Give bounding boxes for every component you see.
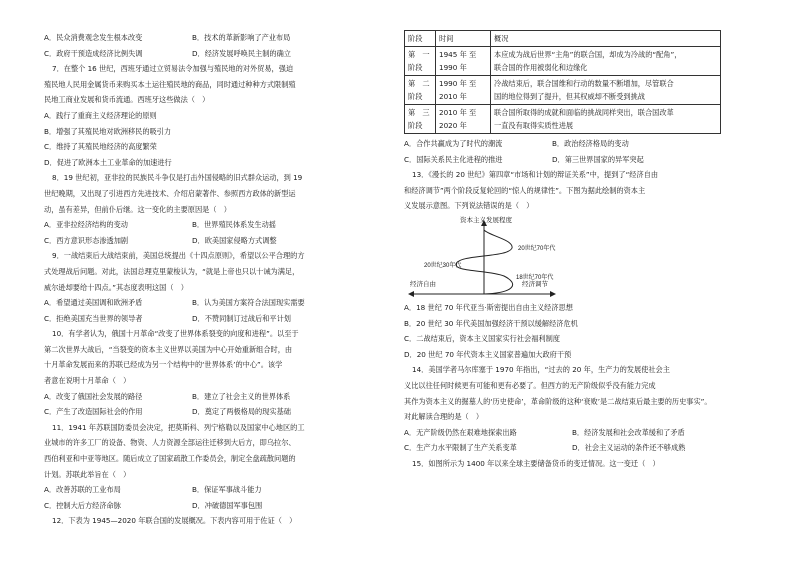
cell-line: 1990 年 至 xyxy=(439,79,477,88)
q7-stem-line: 殖民地人民用金属货币来购买本土运往殖民地的商品，同时通过种种方式限制殖 xyxy=(44,79,296,89)
q14-stem-line: 14．美国学者马尔库塞于 1970 年指出，“过去的 20 年，生产力的发展使社会主 xyxy=(412,365,670,375)
x-axis-right-arrow-icon xyxy=(550,291,556,297)
cell-line: 阶段 xyxy=(408,63,423,72)
q8-option-d[interactable]: D．欧美国家侵略方式调整 xyxy=(192,235,277,245)
table-cell-stage xyxy=(405,47,436,76)
q12-option-b[interactable]: B．政治经济格局的变动 xyxy=(552,139,629,148)
q8-stem-line: 8．19 世纪初，亚非拉的民族民斗争仅是打击外国侵略的旧式群众运动，到 19 xyxy=(52,173,303,183)
table-cell-time xyxy=(436,76,491,105)
un-development-table xyxy=(404,30,721,134)
table-cell-stage xyxy=(405,105,436,134)
table-cell-stage xyxy=(405,76,436,105)
q6-option-c[interactable]: C．政府干预造成经济比例失调 xyxy=(44,48,143,58)
q14-options-row-1 xyxy=(404,425,752,441)
q8-options-row-2 xyxy=(44,233,396,249)
q8-stem-line: 世纪晚期，又出现了引进西方先进技术、介绍启蒙著作、参照西方政体的新型运 xyxy=(44,188,296,198)
table-header-cell: 阶段 xyxy=(405,31,436,47)
cell-line: 一直没有取得实质性进展 xyxy=(494,121,574,130)
x-axis-right-label: 经济调节 xyxy=(522,280,548,288)
q6-options-row-2 xyxy=(44,46,396,62)
q9-options-row-2 xyxy=(44,311,396,327)
table-cell-time xyxy=(436,105,491,134)
q14-option-a[interactable]: A．无产阶级仍然在艰难地探索出路 xyxy=(404,427,517,437)
q11-option-c[interactable]: C．控制大后方经济命脉 xyxy=(44,500,121,510)
q13-option-a[interactable]: A．18 世纪 70 年代亚当·斯密提出自由主义经济思想 xyxy=(404,302,573,312)
cell-line: 第 一 xyxy=(408,50,430,59)
cell-line: 国的地位得到了提升，但其权威却不断受到挑战 xyxy=(494,92,645,101)
table-header-row xyxy=(405,31,721,47)
q9-stem-line: 式处理战后问题。对此，法国总理克里蒙梭认为，“就是上帝也只以十诫为满足， xyxy=(44,266,300,276)
left-column xyxy=(44,30,396,529)
table-row xyxy=(405,76,721,105)
cell-line: 阶段 xyxy=(408,92,423,101)
q13-stem-line: 13．《漫长的 20 世纪》第四章“市场和计划的辩证关系”中，提到了“经济自由 xyxy=(412,170,659,180)
q14-option-c[interactable]: C．生产力水平限制了生产关系变革 xyxy=(404,443,517,453)
q10-stem-line: 十月革命发展而来的苏联已经成为另一个结构中的‘世界体系’的中心”。该学 xyxy=(44,360,283,370)
cell-line: 1945 年 至 xyxy=(439,50,477,59)
q7-option-d[interactable]: D．促进了欧洲本土工业革命的加速进行 xyxy=(44,157,172,167)
q9-option-b[interactable]: B．认为美国方案符合法国现实需要 xyxy=(192,298,305,308)
q13-option-d[interactable]: D．20 世纪 70 年代资本主义国家普遍加大政府干预 xyxy=(404,349,572,359)
q13-stem-line: 和经济调节”两个阶段反复轮回的“惊人的规律性”。下图为据此绘制的资本主 xyxy=(404,185,646,195)
table-cell-desc xyxy=(491,47,721,76)
q8-option-a[interactable]: A．亚非拉经济结构的变动 xyxy=(44,220,128,230)
q11-option-b[interactable]: B．保证军事战斗能力 xyxy=(192,485,262,495)
q10-options-row-2 xyxy=(44,404,396,420)
cell-line: 2020 年 xyxy=(439,121,467,130)
cell-line: 阶段 xyxy=(408,121,423,130)
q9-option-c[interactable]: C．拒绝美国充当世界的领导者 xyxy=(44,313,143,323)
q10-option-c[interactable]: C．产生了改造国际社会的作用 xyxy=(44,407,143,417)
q12-options-row-1 xyxy=(404,136,752,152)
q10-stem-line: 第二次世界大战后，“当裂变的资本主义世界以美国为中心开始重新组合时，由 xyxy=(44,344,293,354)
cell-line: 2010 年 xyxy=(439,92,467,101)
q12-stem-line: 12．下表为 1945—2020 年联合国的发展概况。下表内容可用于佐证（ ） xyxy=(52,516,297,526)
q7-option-c[interactable]: C．维持了其殖民地经济的高度繁荣 xyxy=(44,142,157,152)
q11-option-a[interactable]: A．改善苏联的工业布局 xyxy=(44,485,121,495)
q11-stem-line: 计划。苏联此举旨在（ ） xyxy=(44,469,131,479)
q6-option-d[interactable]: D．经济发展呼唤民主制的确立 xyxy=(192,48,291,58)
table-row xyxy=(405,105,721,134)
label-1970s-top: 20世纪70年代 xyxy=(518,245,556,252)
q15-stem-line: 15．如图所示为 1400 年以来全球主要储备货币的变迁情况。这一变迁（ ） xyxy=(412,458,660,468)
x-axis-left-arrow-icon xyxy=(408,291,414,297)
q8-option-c[interactable]: C．西方意识形态渗透加剧 xyxy=(44,235,129,245)
table-row xyxy=(405,47,721,76)
table-cell-time xyxy=(436,47,491,76)
q14-stem-line: 义比以往任何时候更有可能和更有必要了。但西方的无产阶级似乎没有能力完成 xyxy=(404,380,656,390)
q10-option-a[interactable]: A．改变了俄国社会发展的路径 xyxy=(44,391,143,401)
q9-stem-line: 威尔逊却要给十四点。”其态度表明这国（ ） xyxy=(44,282,188,292)
q14-stem-line: 其作为资本主义的掘墓人的‘历史使命’，革命阶级的这种‘衰败’是二战结束后最主要的历史事实”。 xyxy=(404,396,712,406)
q8-options-row-1 xyxy=(44,217,396,233)
cell-line: 联合国的作用被弱化和边缘化 xyxy=(494,63,588,72)
table-cell-desc xyxy=(491,76,721,105)
diagram-svg xyxy=(404,214,752,300)
x-axis-left-label: 经济自由 xyxy=(410,280,436,288)
cell-line: 1990 年 xyxy=(439,63,467,72)
table-header-cell: 时间 xyxy=(436,31,491,47)
q8-stem-line: 动，虽有差异，但前仆后继。这一变化的主要原因是（ ） xyxy=(44,204,231,214)
q13-stem-line: 义发展示意图。下列说法错误的是（ ） xyxy=(404,201,534,211)
q11-option-d[interactable]: D．冲破德国军事包围 xyxy=(192,500,263,510)
table-cell-desc xyxy=(491,105,721,134)
cell-line: 2010 年 至 xyxy=(439,108,477,117)
q7-option-a[interactable]: A．践行了重商主义经济理论的原则 xyxy=(44,110,157,120)
q7-option-b[interactable]: B．增强了其殖民地对欧洲移民的吸引力 xyxy=(44,126,172,136)
q6-options-row-1 xyxy=(44,30,396,46)
cell-line: 本应成为战后世界“主角”的联合国，却成为冷战的“配角”， xyxy=(494,50,682,59)
label-1930s: 20世纪30年代 xyxy=(424,262,462,269)
q6-option-a[interactable]: A．民众消费观念发生根本改变 xyxy=(44,33,143,42)
cell-line: 冷战结束后，联合国维和行动的数量不断增加，尽管联合 xyxy=(494,79,674,88)
q11-options-row-2 xyxy=(44,498,396,514)
q7-stem-line: 7．在整个 16 世纪，西班牙通过立贸易法令加强与殖民地的对外贸易，强迫 xyxy=(52,64,294,74)
q11-stem-line: 西伯利亚和中亚等地区。随后成立了国家疏散工作委员会，制定全盘疏散问题的 xyxy=(44,454,296,464)
q9-option-d[interactable]: D．不赞同制订过战后和平计划 xyxy=(192,313,291,323)
cell-line: 联合国所取得的成就和面临的挑战同样突出，联合国改革 xyxy=(494,108,674,117)
q14-option-b[interactable]: B．经济发展和社会改革缓和了矛盾 xyxy=(572,427,685,437)
table-header-cell: 概况 xyxy=(491,31,721,47)
q10-options-row-1 xyxy=(44,389,396,405)
q12-options-row-2 xyxy=(404,152,752,168)
q13-option-c[interactable]: C．二战结束后，资本主义国家实行社会福利制度 xyxy=(404,334,560,344)
q11-stem-line: 11．1941 年苏联国防委员会决定，把莫斯科、列宁格勒以及国家中心地区的工 xyxy=(52,422,305,432)
q9-options-row-1 xyxy=(44,295,396,311)
q11-stem-line: 业城市的许多工厂的设备、物资、人力资源全部运往迁移到大后方，即乌拉尔、 xyxy=(44,438,296,448)
cell-line: 第 三 xyxy=(408,108,430,117)
q14-stem-line: 对此解读合理的是（ ） xyxy=(404,412,484,422)
q10-stem-line: 10．有学者认为，俄国十月革命“改变了世界体系裂变的向度和进程”。以至于 xyxy=(52,329,299,339)
q12-option-c[interactable]: C．国际关系民主化进程的推进 xyxy=(404,154,503,164)
q9-stem-line: 9．一战结束后大战结束前，美国总统提出《十四点原则》，希望以公平合理的方 xyxy=(52,251,305,261)
capitalism-development-diagram xyxy=(404,214,752,300)
label-1770s: 18世纪70年代 xyxy=(516,274,554,281)
q12-option-a[interactable]: A．合作共赢成为了时代的潮流 xyxy=(404,139,503,148)
q9-option-a[interactable]: A．希望通过美国调和欧洲矛盾 xyxy=(44,298,143,308)
q8-option-b[interactable]: B．世界殖民体系发生动摇 xyxy=(192,220,276,230)
q14-option-d[interactable]: D．社会主义运动的条件还不够成熟 xyxy=(572,443,686,453)
y-axis-label: 资本主义发展程度 xyxy=(460,216,512,224)
q7-stem-line: 民地工商业发展和货币流通。西班牙这些做法（ ） xyxy=(44,95,210,105)
q11-options-row-1 xyxy=(44,482,396,498)
q10-stem-line: 者意在说明十月革命（ ） xyxy=(44,376,131,386)
q10-option-d[interactable]: D．奠定了两极格局的现实基础 xyxy=(192,407,291,417)
q6-option-b[interactable]: B．技术的革新影响了产业布局 xyxy=(192,33,291,42)
q12-option-d[interactable]: D．第三世界国家的异军突起 xyxy=(552,154,644,164)
cell-line: 第 二 xyxy=(408,79,430,88)
q14-options-row-2 xyxy=(404,440,752,456)
right-column xyxy=(404,30,752,472)
q13-option-b[interactable]: B．20 世纪 30 年代美国加强经济干预以缓解经济危机 xyxy=(404,318,578,328)
q10-option-b[interactable]: B．建立了社会主义的世界体系 xyxy=(192,391,291,401)
